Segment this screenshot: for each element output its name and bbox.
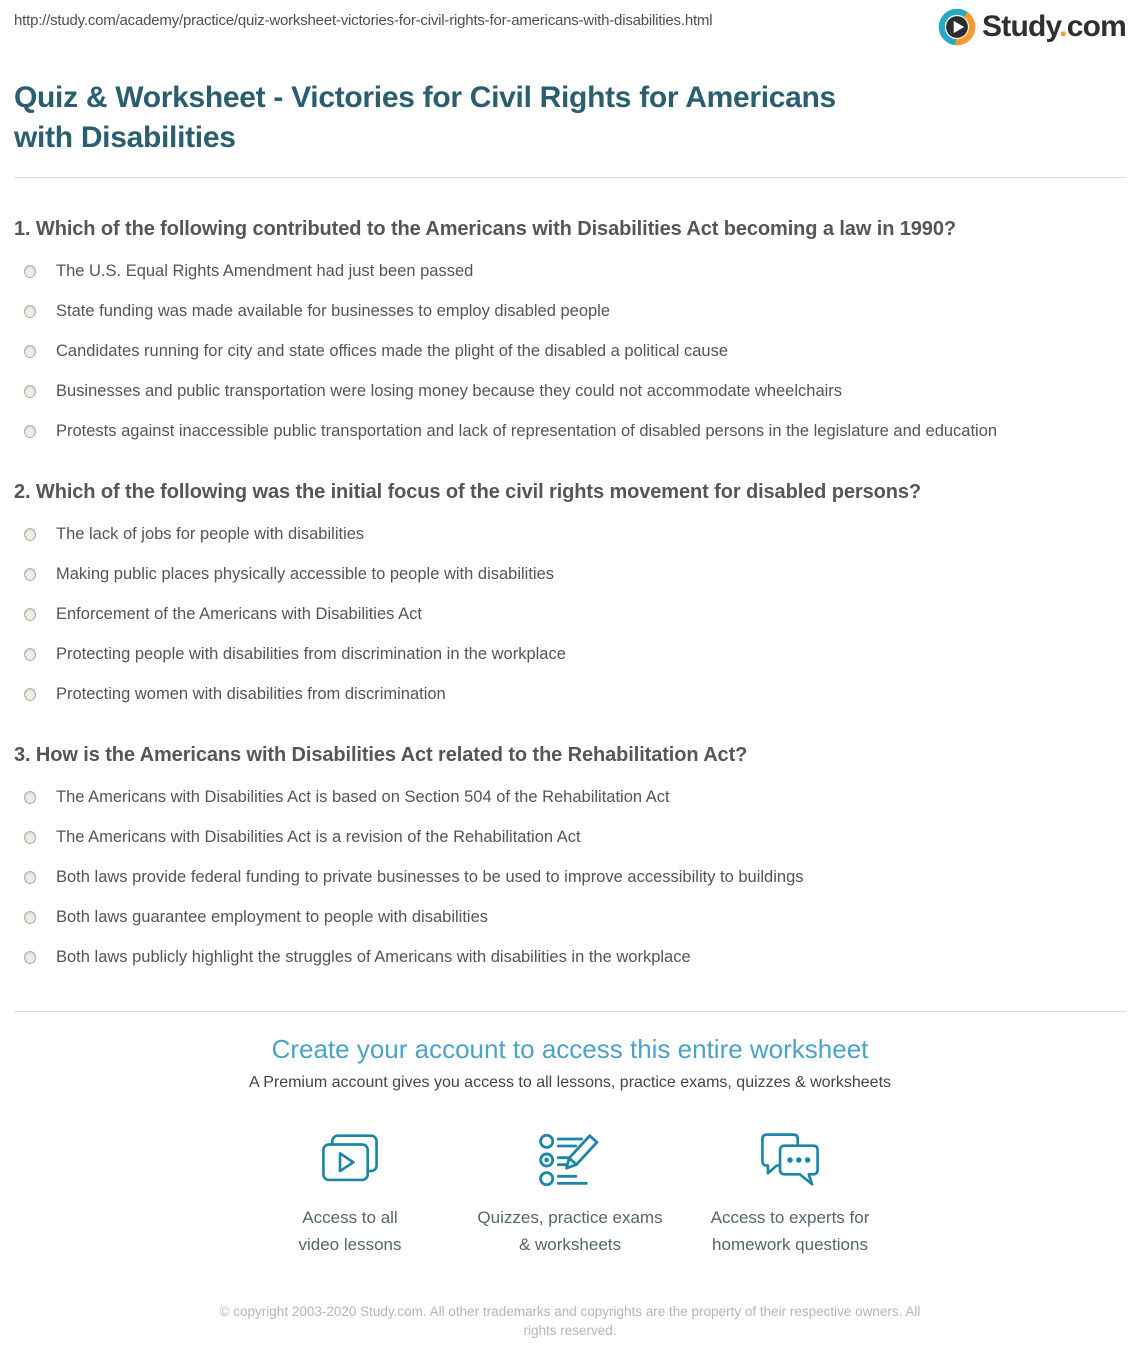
quiz-worksheet-icon: [537, 1132, 603, 1194]
radio-button[interactable]: [24, 568, 36, 581]
answer-option[interactable]: [14, 908, 1126, 927]
answer-option-label: Protecting women with disabilities from discrimination: [56, 685, 446, 704]
answer-option[interactable]: [14, 605, 1126, 624]
answer-option-label: Candidates running for city and state offices made the plight of the disabled a political cause: [56, 342, 729, 361]
studycom-play-icon: [938, 8, 976, 46]
page-title: Quiz & Worksheet - Victories for Civil Rights for Americans with Disabilities: [14, 81, 836, 154]
cta-divider: [14, 1011, 1126, 1012]
answer-option-label: State funding was made available for businesses to employ disabled people: [56, 302, 611, 321]
answer-option-label: Making public places physically accessible to people with disabilities: [56, 565, 555, 584]
video-lessons-icon: [319, 1132, 381, 1194]
answer-option-label: Enforcement of the Americans with Disabilities Act: [56, 605, 422, 624]
answer-option[interactable]: [14, 382, 1126, 401]
answer-option-label: The U.S. Equal Rights Amendment had just been passed: [56, 262, 474, 281]
answer-option[interactable]: [14, 262, 1126, 281]
answer-option[interactable]: [14, 868, 1126, 887]
answer-option[interactable]: [14, 788, 1126, 807]
studycom-logo[interactable]: [938, 8, 1126, 46]
answer-option-label: Both laws guarantee employment to people with disabilities: [56, 908, 488, 927]
question-heading: 2. Which of the following was the initial focus of the civil rights movement for disabled persons?: [14, 481, 921, 504]
radio-button[interactable]: [24, 528, 36, 541]
radio-button[interactable]: [24, 688, 36, 701]
page-url: http://study.com/academy/practice/quiz-worksheet-victories-for-civil-rights-for-americans-with-disabilities.html: [14, 12, 713, 29]
answer-option-label: The Americans with Disabilities Act is a revision of the Rehabilitation Act: [56, 828, 581, 847]
logo-text: Study.com: [982, 10, 1126, 43]
feature-quizzes-worksheets: [460, 1132, 680, 1258]
page-header: [14, 0, 1126, 46]
radio-button[interactable]: [24, 385, 36, 398]
feature-label: Access to experts for homework questions: [710, 1208, 870, 1254]
radio-button[interactable]: [24, 951, 36, 964]
answer-options-list: [14, 525, 1126, 704]
radio-button[interactable]: [24, 831, 36, 844]
answer-option[interactable]: [14, 948, 1126, 967]
feature-label: Access to all video lessons: [298, 1208, 402, 1254]
feature-video-lessons: [240, 1132, 460, 1258]
cta-subtitle: A Premium account gives you access to all lessons, practice exams, quizzes & worksheets: [248, 1074, 892, 1092]
answer-options-list: [14, 788, 1126, 967]
answer-option-label: Both laws publicly highlight the struggles of Americans with disabilities in the workplace: [56, 948, 691, 967]
radio-button[interactable]: [24, 911, 36, 924]
answer-option-label: The Americans with Disabilities Act is based on Section 504 of the Rehabilitation Act: [56, 788, 670, 807]
answer-option[interactable]: [14, 645, 1126, 664]
question-block-1: [14, 218, 1126, 441]
answer-option-label: Businesses and public transportation were losing money because they could not accommodate wheelchairs: [56, 382, 843, 401]
feature-homework-help: [680, 1132, 900, 1258]
radio-button[interactable]: [24, 265, 36, 278]
question-heading: 1. Which of the following contributed to the Americans with Disabilities Act becoming a law in 1990?: [14, 218, 956, 241]
answer-option[interactable]: [14, 525, 1126, 544]
homework-help-icon: [758, 1132, 822, 1194]
copyright-notice: © copyright 2003-2020 Study.com. All other trademarks and copyrights are the property of their respective owners. All rights reserved.: [219, 1303, 921, 1339]
answer-options-list: [14, 262, 1126, 441]
radio-button[interactable]: [24, 305, 36, 318]
answer-option[interactable]: [14, 685, 1126, 704]
answer-option[interactable]: [14, 422, 1126, 441]
answer-option-label: The lack of jobs for people with disabilities: [56, 525, 365, 544]
radio-button[interactable]: [24, 871, 36, 884]
radio-button[interactable]: [24, 791, 36, 804]
answer-option[interactable]: [14, 828, 1126, 847]
radio-button[interactable]: [24, 608, 36, 621]
feature-label: Quizzes, practice exams & worksheets: [477, 1208, 663, 1254]
question-block-3: [14, 744, 1126, 967]
answer-option[interactable]: [14, 302, 1126, 321]
answer-option[interactable]: [14, 342, 1126, 361]
answer-option-label: Protecting people with disabilities from discrimination in the workplace: [56, 645, 566, 664]
radio-button[interactable]: [24, 345, 36, 358]
create-account-link[interactable]: Create your account to access this entire worksheet: [271, 1034, 869, 1065]
radio-button[interactable]: [24, 648, 36, 661]
features-row: [14, 1132, 1126, 1258]
question-block-2: [14, 481, 1126, 704]
question-heading: 3. How is the Americans with Disabilities Act related to the Rehabilitation Act?: [14, 744, 748, 767]
answer-option-label: Both laws provide federal funding to private businesses to be used to improve accessibility to buildings: [56, 868, 804, 887]
title-divider: [14, 177, 1126, 178]
answer-option[interactable]: [14, 565, 1126, 584]
radio-button[interactable]: [24, 425, 36, 438]
answer-option-label: Protests against inaccessible public transportation and lack of representation of disabled persons in the legislature and education: [56, 422, 998, 441]
